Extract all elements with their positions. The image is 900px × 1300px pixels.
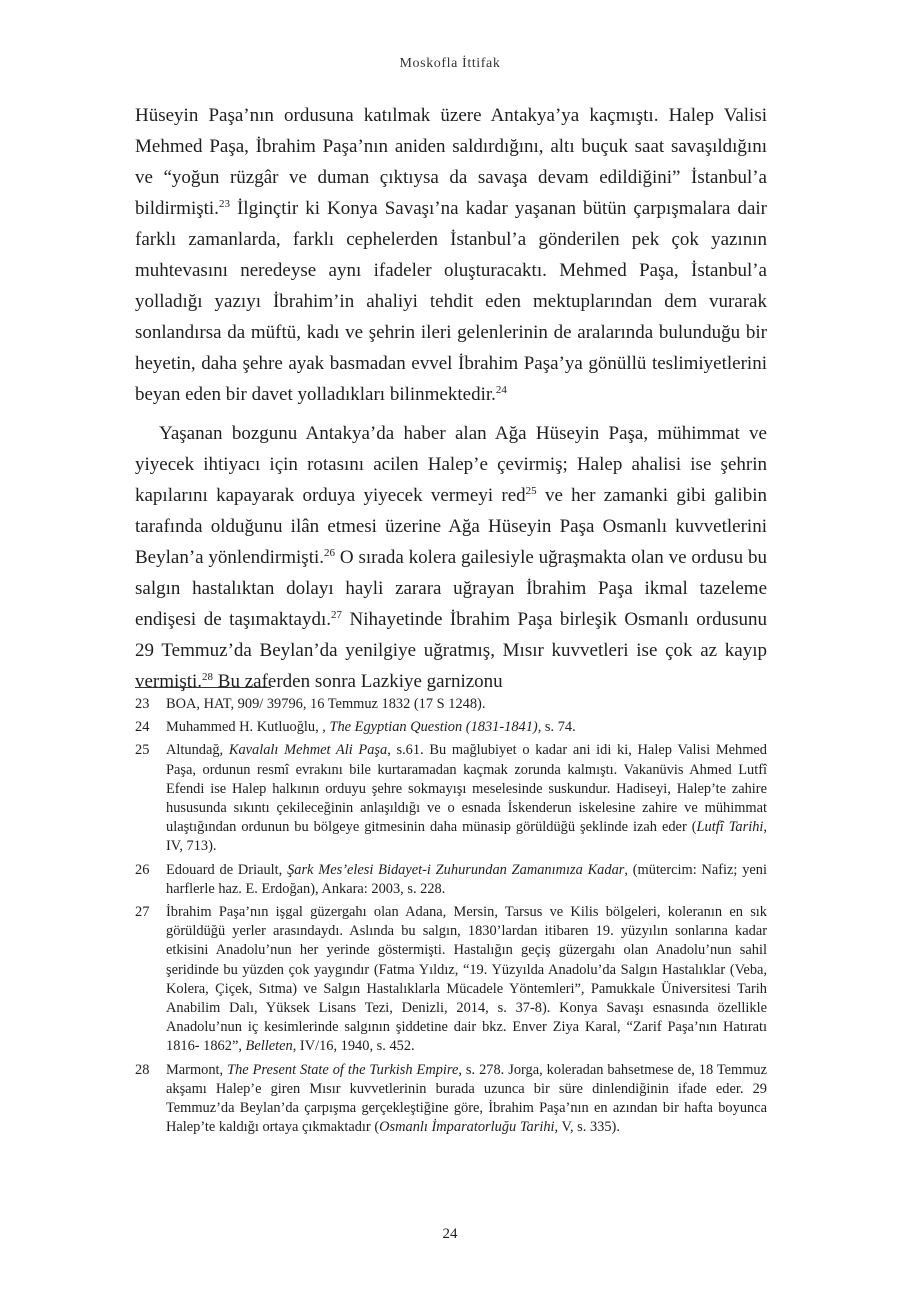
footnote-ref: 23 xyxy=(218,198,230,210)
footnote-ref: 25 xyxy=(525,485,537,497)
text-run: , (mütercim: Nafiz; yeni harflerle haz. E. Erdoğan), Ankara: 2003, s. 228. xyxy=(166,861,767,897)
text-run: ve her zamanki gibi galibin tarafında olduğunu ilân etmesi üzerine Ağa Hüseyin Paşa Osmanlı kuvvetlerini Beylan’a yönlendirmişti. xyxy=(135,485,767,568)
footnote-text xyxy=(166,903,767,1057)
footnote-text xyxy=(166,861,767,899)
footnote-number: 24 xyxy=(135,719,150,736)
footnote-item xyxy=(135,861,767,899)
footnote-text xyxy=(166,695,767,714)
main-text xyxy=(135,100,767,697)
text-run: , IV, 713). xyxy=(166,819,767,855)
footnotes xyxy=(135,695,767,1141)
footnote-item xyxy=(135,695,767,714)
footnote-ref: 27 xyxy=(331,609,343,621)
text-run: BOA, HAT, 909/ 39796, 16 Temmuz 1832 (17 S 1248). xyxy=(166,696,486,712)
body-paragraph xyxy=(135,418,767,697)
text-run: İbrahim Paşa’nın işgal güzergahı olan Adana, Mersin, Tarsus ve Kilis bölgeleri, koleranın en sık görüldüğü yerler arasındaydı. Aslında bu salgın, 1830’lardan itibaren 19. yüzyılın sonlarına kadar etkisini Anadolu’nun her yerinde göstermişti. Hastalığın geçiş güzergahı olan Anadolu’nun sahil şeridinde bu yüzden çok yaygındır (Fatma Yıldız, “19. Yüzyılda Anadolu’da Salgın Hastalıklar (Veba, Kolera, Çiçek, Sıtma) ve Salgın Hastalıklarla Mücadele Yöntemleri”, Pamukkale Üniversitesi Tarih Anabilim Dalı, Yüksek Lisans Tezi, Denizli, 2014, s. 37-8). Konya Savaşı esnasında özellikle Anadolu’nun iç kesimlerinde salgının şiddetine dair bkz. Enver Ziya Karal, “Zarif Paşa’nın Hatıratı 1816- 1862”, xyxy=(166,904,767,1055)
footnote-item xyxy=(135,741,767,856)
body-paragraph xyxy=(135,100,767,410)
page-number: 24 xyxy=(442,1226,458,1242)
text-run: Marmont, xyxy=(166,1061,228,1078)
text-run: Yaşanan bozgunu Antakya’da haber alan Ağa Hüseyin Paşa, mühimmat ve yiyecek ihtiyacı için rotasını acilen Halep’e çevirmiş; Halep ahalisi ise şehrin kapılarını kapayarak orduya yiyecek vermeyi red xyxy=(135,423,767,506)
footnote-text xyxy=(166,1061,767,1138)
text-run: s. 74. xyxy=(541,719,576,736)
text-run: , s. 278. Jorga, koleradan bahsetmese de, 18 Temmuz akşamı Halep’e giren Mısır kuvvetlerinin burada uzunca bir süre dinlendiğinin ifade eder. 29 Temmuz’da Beylan’da çarpışma gerçekleştiğine göre, İbrahim Paşa’nın en azından bir hafta boyunca Halep’te kaldığı ortaya çıkmaktadır ( xyxy=(166,1061,767,1136)
running-header: Moskofla İttifak xyxy=(399,56,501,71)
footnote-ref: 26 xyxy=(324,547,336,559)
footnote-number: 25 xyxy=(135,742,150,759)
italic-title: Lutfî Tarihi xyxy=(696,819,764,836)
text-run: , IV/16, 1940, s. 452. xyxy=(292,1038,415,1055)
italic-title: The Present State of the Turkish Empire xyxy=(227,1061,459,1078)
text-run: İlginçtir ki Konya Savaşı’na kadar yaşanan bütün çarpışmalara dair farklı zamanlarda, farklı cephelerden İstanbul’a gönderilen pek çok yazının muhtevasını neredeyse aynı ifadeler oluşturacaktı. Mehmed Paşa, İstanbul’a yolladığı yazıyı İbrahim’in ahaliyi tehdit eden mektuplarından dem vurarak sonlandırsa da müftü, kadı ve şehrin ileri gelenlerinin de aralarında bulunduğu bir heyetin, daha şehre ayak basmadan evvel İbrahim Paşa’ya gönüllü teslimiyetlerini beyan eden bir davet yolladıkları bilinmektedir. xyxy=(135,198,767,405)
footnote-number: 23 xyxy=(135,696,150,712)
footnote-number: 26 xyxy=(135,861,150,878)
text-run: V, s. 335). xyxy=(558,1119,620,1136)
text-run: Altundağ, xyxy=(166,742,229,759)
italic-title: Şark Mes’elesi Bidayet-i Zuhurundan Zamanımıza Kadar xyxy=(287,861,625,878)
italic-title: Belleten xyxy=(245,1038,293,1055)
text-run: Nihayetinde İbrahim Paşa birleşik Osmanlı ordusunu 29 Temmuz’da Beylan’da yenilgiye uğratmış, Mısır kuvvetleri ise çok az kayıp vermişti. xyxy=(135,609,767,692)
text-run: Bu zaferden sonra Lazkiye garnizonu xyxy=(213,671,503,692)
text-run: Edouard de Driault, xyxy=(166,861,288,878)
footnote-item xyxy=(135,903,767,1057)
footnote-separator xyxy=(135,687,271,688)
text-run: O sırada kolera gailesiyle uğraşmakta olan ve ordusu bu salgın hastalıktan dolayı hayli zarara uğrayan İbrahim Paşa ikmal tazeleme endişesi de taşımaktaydı. xyxy=(135,547,768,630)
footnote-number: 28 xyxy=(135,1061,150,1078)
footnote-number: 27 xyxy=(135,904,150,921)
text-run: , s.61. Bu mağlubiyet o kadar ani idi ki, Halep Valisi Mehmed Paşa, ordunun resmî evrakını bile kurtaramadan kaçmak zorunda kalmıştı. Vakanüvis Ahmed Lutfî Efendi ise Halep halkının orduyu şehre sokmayışı meselesinde suskundur. Hadiseyi, Halep’te zahire hususunda sıkıntı çekileceğinin anlaşıldığı ve o esnada İskenderun iskelesine zahire ve mühimmat ulaştığından ordunun bu bölgeye gitmesinin daha münasip görüldüğü şeklinde izah eder ( xyxy=(166,742,767,836)
footnote-text xyxy=(166,741,767,856)
text-run: Hüseyin Paşa’nın ordusuna katılmak üzere Antakya’ya kaçmıştı. Halep Valisi Mehmed Paşa, İbrahim Paşa’nın aniden saldırdığını, altı buçuk saat savaşıldığını ve “yoğun rüzgâr ve duman çıktıysa da savaşa devam edildiğini” İstanbul’a bildirmişti. xyxy=(135,105,767,219)
footnote-text xyxy=(166,718,767,737)
footnote-ref: 24 xyxy=(495,384,507,396)
footnote-item xyxy=(135,718,767,737)
italic-title: Kavalalı Mehmet Ali Paşa xyxy=(228,742,388,759)
italic-title: Osmanlı İmparatorluğu Tarihi, xyxy=(379,1119,559,1136)
text-run: Muhammed H. Kutluoğlu, , xyxy=(166,719,330,736)
footnote-item xyxy=(135,1061,767,1138)
italic-title: The Egyptian Question (1831-1841), xyxy=(329,719,542,736)
footnote-ref: 28 xyxy=(202,671,214,683)
